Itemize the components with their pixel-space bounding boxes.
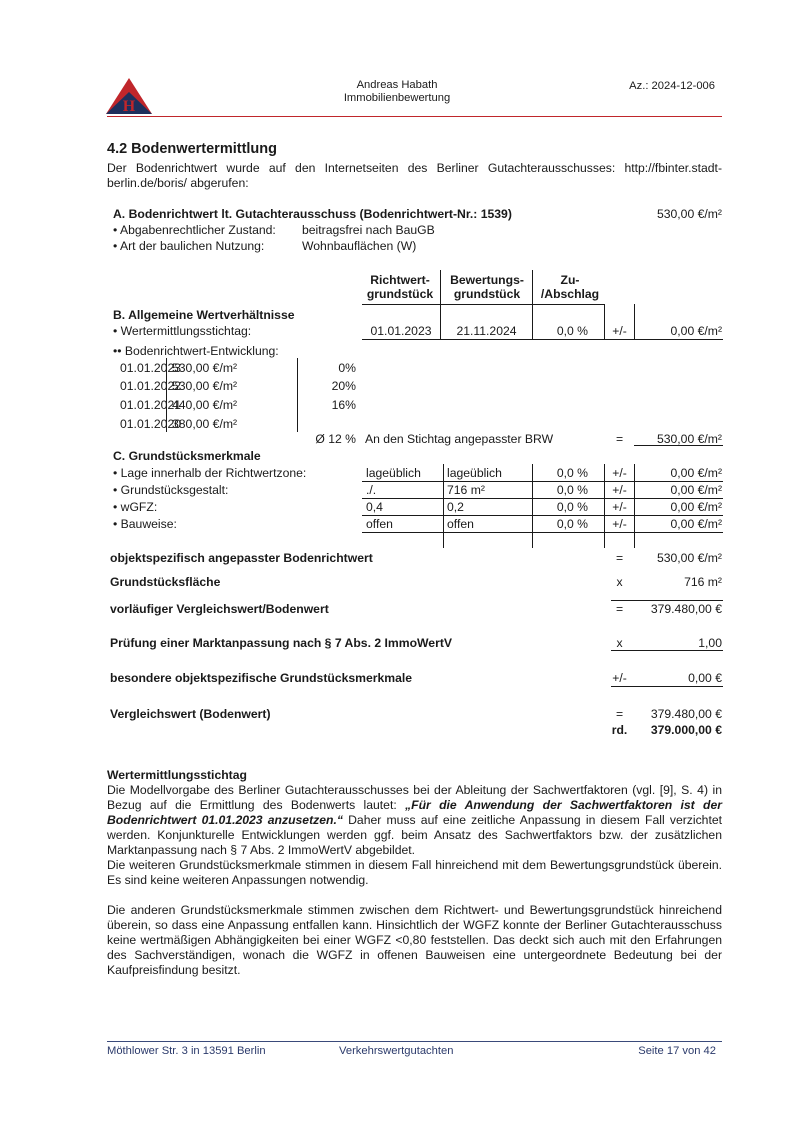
grid-hline xyxy=(362,515,723,516)
grid-hline xyxy=(362,498,723,499)
grid-hline xyxy=(362,304,604,305)
c-row-bw: 0,2 xyxy=(447,500,464,514)
b-stichtag-value: 0,00 €/m² xyxy=(670,324,722,338)
col-header-richtwert-1: Richtwert- xyxy=(370,273,430,287)
summary-value: 379.480,00 € xyxy=(650,707,722,721)
notes-paragraph-3: Die anderen Grundstücksmerkmale stimmen zwischen dem Richtwert- und Bewertungsgrundstück hinreichend überein, so dass eine Anpassung entfallen kann. Hinsichtlich der WGFZ konnte der Berliner Gutachterausschuss keine wertmäßigen Abhängigkeiten bei einer WGFZ <0,80 feststellen. Das deckt sich auch mit den Erfahrungen des Sachverständigen, wonach die WGFZ in offenen Bauweisen eine untergeordnete Bedeutung bei der Kaufpreisfindung besitzt. xyxy=(107,903,722,977)
summary-value: 1,00 xyxy=(698,636,722,650)
notes-paragraph-2: Die weiteren Grundstücksmerkmale stimmen in diesem Fall hinreichend mit dem Bewertungsgrundstück überein. Es sind keine weiteren Anpassungen notwendig. xyxy=(107,858,722,887)
c-row-bw: offen xyxy=(447,517,474,531)
b-title: B. Allgemeine Wertverhältnisse xyxy=(113,308,295,322)
summary-label: Vergleichswert (Bodenwert) xyxy=(110,707,271,721)
grid-hline xyxy=(362,532,723,533)
a-zustand-value: beitragsfrei nach BauGB xyxy=(302,223,435,237)
entw-date: 01.01.2023 xyxy=(120,361,181,375)
entw-pct: 16% xyxy=(331,398,356,412)
summary-label: vorläufiger Vergleichswert/Bodenwert xyxy=(110,602,329,616)
grid-vline xyxy=(443,464,444,548)
summary-value: 530,00 €/m² xyxy=(656,551,722,565)
notes-paragraph-1 xyxy=(107,783,722,858)
summary-value: 716 m² xyxy=(684,575,722,589)
c-row-value: 0,00 €/m² xyxy=(670,483,722,497)
header-reference-number: Az.: 2024-12-006 xyxy=(629,80,715,92)
summary-op: x xyxy=(616,575,623,589)
col-header-richtwert-2: grundstück xyxy=(366,287,434,301)
b-stichtag-pct: 0,0 % xyxy=(556,324,588,338)
footer-address: Möthlower Str. 3 in 13591 Berlin xyxy=(107,1045,266,1057)
summary-label: Prüfung einer Marktanpassung nach § 7 Abs. 2 ImmoWertV xyxy=(110,636,453,650)
b-angepasst-value: 530,00 €/m² xyxy=(656,432,722,446)
notes-heading: Wertermittlungsstichtag xyxy=(107,768,247,782)
entw-pct: 20% xyxy=(331,379,356,393)
notes-p1-text-a: Die Modellvorgabe des Berliner Gutachterausschusses bei der Ableitung der Sachwertfaktoren (vgl. [9], S. 4) in Bezug auf die Ermittlung des Bodenwerts lautet: xyxy=(107,783,722,812)
grid-vline xyxy=(440,270,441,304)
c-row-rw: lageüblich xyxy=(366,466,421,480)
notes-block xyxy=(107,768,722,978)
section-title: 4.2 Bodenwertermittlung xyxy=(107,141,277,157)
c-row-value: 0,00 €/m² xyxy=(670,466,722,480)
summary-op: = xyxy=(615,551,624,565)
entw-value: 440,00 €/m² xyxy=(172,398,238,412)
grid-vline xyxy=(532,304,533,340)
summary-value: 0,00 € xyxy=(688,671,722,685)
summary-label: besondere objektspezifische Grundstücksmerkmale xyxy=(110,671,413,685)
svg-text:H: H xyxy=(122,98,136,114)
b-entwicklung-label: •• Bodenrichtwert-Entwicklung: xyxy=(113,344,279,358)
a-value: 530,00 €/m² xyxy=(656,207,722,221)
c-row-op: +/- xyxy=(612,517,627,531)
col-header-zuab-2: /Abschlag xyxy=(540,287,600,301)
c-row-label: • Lage innerhalb der Richtwertzone: xyxy=(113,466,307,480)
entw-value: 530,00 €/m² xyxy=(172,379,238,393)
footer-divider xyxy=(107,1041,722,1042)
c-row-bw: 716 m² xyxy=(447,483,485,497)
c-row-rw: offen xyxy=(366,517,393,531)
footer-page-number: Seite 17 von 42 xyxy=(638,1045,716,1057)
summary-op: +/- xyxy=(612,671,627,685)
b-stichtag-op: +/- xyxy=(612,324,627,338)
col-header-bewertung-2: grundstück xyxy=(453,287,521,301)
b-average-growth: Ø 12 % xyxy=(315,432,356,446)
grid-vline xyxy=(532,270,533,304)
c-title: C. Grundstücksmerkmale xyxy=(113,449,261,463)
c-row-value: 0,00 €/m² xyxy=(670,500,722,514)
grid-vline xyxy=(532,464,533,548)
c-row-rw: ./. xyxy=(366,483,377,497)
c-row-label: • wGFZ: xyxy=(113,500,158,514)
grid-vline xyxy=(634,304,635,340)
entw-pct: 0% xyxy=(338,361,356,375)
a-title: A. Bodenrichtwert lt. Gutachterausschuss (Bodenrichtwert-Nr.: 1539) xyxy=(113,207,512,221)
c-row-pct: 0,0 % xyxy=(556,466,588,480)
summary-label: Grundstücksfläche xyxy=(110,575,221,589)
c-row-label: • Bauweise: xyxy=(113,517,177,531)
entw-date: 01.01.2021 xyxy=(120,398,181,412)
header-subtitle: Immobilienbewertung xyxy=(343,92,451,104)
b-angepasst-op: = xyxy=(615,432,624,446)
rounded-value: 379.000,00 € xyxy=(650,723,722,737)
entw-value: 380,00 €/m² xyxy=(172,417,238,431)
summary-op: = xyxy=(615,707,624,721)
entw-date: 01.01.2020 xyxy=(120,417,181,431)
c-row-pct: 0,0 % xyxy=(556,517,588,531)
entw-date: 01.01.2022 xyxy=(120,379,181,393)
header-name: Andreas Habath xyxy=(356,79,438,91)
grid-vline xyxy=(297,358,298,432)
c-row-bw: lageüblich xyxy=(447,466,502,480)
rounded-op: rd. xyxy=(611,723,628,737)
c-row-label: • Grundstücksgestalt: xyxy=(113,483,229,497)
a-zustand-label: • Abgabenrechtlicher Zustand: xyxy=(113,223,276,237)
b-stichtag-label: • Wertermittlungsstichtag: xyxy=(113,324,252,338)
col-header-zuab-1: Zu- xyxy=(560,273,580,287)
c-row-value: 0,00 €/m² xyxy=(670,517,722,531)
notes-p1-quote: „Für die Anwendung der Sachwertfaktoren ist der Bodenrichtwert 01.01.2023 anzusetzen.“ xyxy=(107,798,722,827)
footer-document: Verkehrswertgutachten xyxy=(339,1045,454,1057)
a-nutzung-value: Wohnbauflächen (W) xyxy=(302,239,417,253)
section-intro: Der Bodenrichtwert wurde auf den Internetseiten des Berliner Gutachterausschusses: http://fbinter.stadt-berlin.de/boris/ abgerufen: xyxy=(107,161,722,190)
b-stichtag-bw: 21.11.2024 xyxy=(456,324,517,338)
c-row-op: +/- xyxy=(612,483,627,497)
grid-vline xyxy=(634,464,635,548)
c-row-rw: 0,4 xyxy=(366,500,383,514)
summary-value: 379.480,00 € xyxy=(650,602,722,616)
col-header-bewertung-1: Bewertungs- xyxy=(450,273,524,287)
summary-op: = xyxy=(615,602,624,616)
a-nutzung-label: • Art der baulichen Nutzung: xyxy=(113,239,265,253)
summary-op: x xyxy=(616,636,623,650)
notes-p1-text-b: Daher muss auf eine zeitliche Anpassung in diesem Fall verzichtet werden. Konjunkturelle Entwicklungen werden ggf. beim Ansatz des Sachwertfaktors bzw. der zusätzlichen Marktanpassung nach § 7 Abs. 2 ImmoWertV abgebildet. xyxy=(107,813,722,857)
c-row-op: +/- xyxy=(612,466,627,480)
c-row-pct: 0,0 % xyxy=(556,483,588,497)
c-row-pct: 0,0 % xyxy=(556,500,588,514)
b-angepasst-label: An den Stichtag angepasster BRW xyxy=(365,432,554,446)
grid-hline xyxy=(611,600,723,601)
c-row-op: +/- xyxy=(612,500,627,514)
entw-value: 530,00 €/m² xyxy=(172,361,238,375)
b-stichtag-rw: 01.01.2023 xyxy=(370,324,432,338)
summary-label: objektspezifisch angepasster Bodenrichtwert xyxy=(110,551,373,565)
